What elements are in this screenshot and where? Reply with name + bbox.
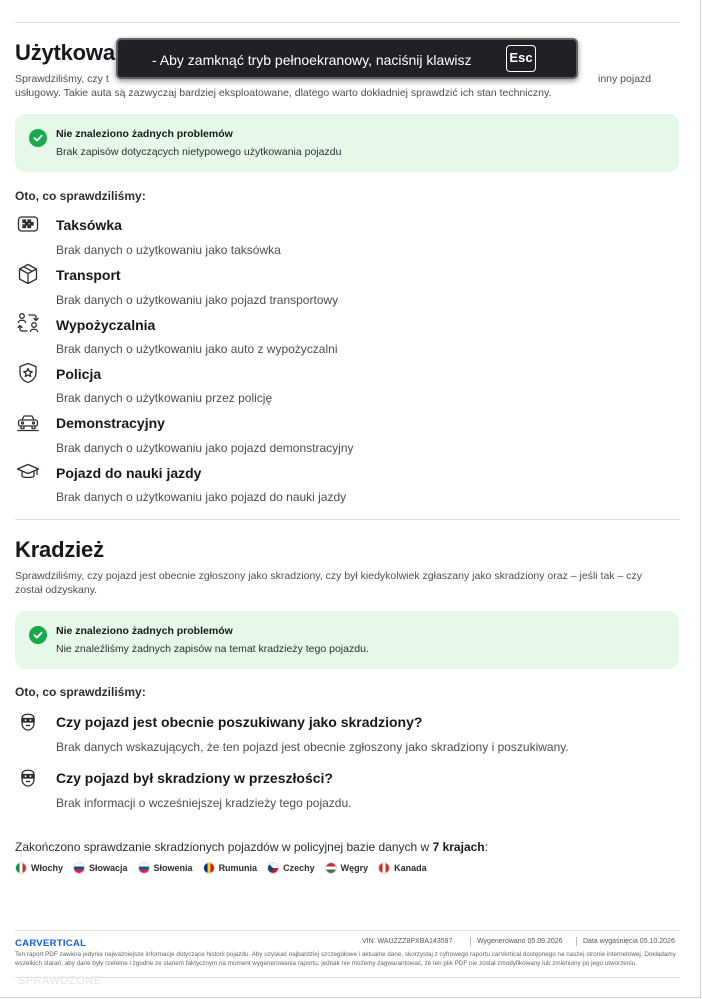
theft-section-description	[15, 569, 675, 597]
box-icon	[16, 262, 40, 286]
thief-icon	[16, 765, 40, 789]
country-flag-item	[203, 862, 258, 874]
theft-ok-title: Nie znaleziono żadnych problemów	[56, 625, 233, 637]
country-name: Słowacja	[89, 863, 128, 873]
usage-item-desc: Brak danych o użytkowaniu jako pojazd demonstracyjny	[56, 441, 354, 455]
country-flag-item	[73, 862, 128, 874]
usage-desc-left: Sprawdziliśmy, czy t	[15, 73, 109, 85]
fullscreen-exit-toast	[116, 38, 578, 79]
footer-separator	[576, 937, 577, 946]
usage-item-desc: Brak danych o użytkowaniu jako auto z wypożyczalni	[56, 342, 338, 356]
graduation-cap-icon	[16, 460, 40, 484]
country-name: Węgry	[340, 863, 369, 873]
theft-checked-label: Oto, co sprawdziliśmy:	[15, 685, 146, 699]
usage-ok-box	[15, 114, 679, 172]
fullscreen-toast-message: - Aby zamknąć tryb pełnoekranowy, naciśnij klawisz	[152, 52, 472, 68]
usage-item-desc: Brak danych o użytkowaniu jako taksówka	[56, 243, 281, 257]
theft-item-desc: Brak informacji o wcześniejszej kradzieży tego pojazdu.	[56, 796, 352, 810]
footer-vin: VIN: WAUZZZ8PXBA143597	[362, 938, 453, 945]
usage-item-title: Taksówka	[56, 217, 122, 233]
carvertical-logo: CARVERTICAL	[15, 938, 87, 949]
footer-divider	[15, 930, 679, 931]
country-flag-item	[138, 862, 193, 874]
footer-divider	[15, 977, 679, 978]
country-name: Włochy	[31, 863, 64, 873]
country-name: Czechy	[283, 863, 315, 873]
theft-item-title: Czy pojazd jest obecnie poszukiwany jako skradziony?	[56, 714, 423, 730]
flag-icon	[15, 862, 27, 874]
theft-desc-line1: Sprawdziliśmy, czy pojazd jest obecnie zgłoszony jako skradziony, czy był kiedykolwiek zgłaszany jako skradziony oraz – jeśli tak – czy	[15, 570, 642, 582]
usage-item-title: Pojazd do nauki jazdy	[56, 465, 202, 481]
section-divider	[15, 22, 680, 23]
flag-icon	[325, 862, 337, 874]
demo-car-icon	[16, 410, 40, 434]
theft-ok-text: Nie znaleźliśmy żadnych zapisów na temat kradzieży tego pojazdu.	[56, 643, 369, 655]
flag-icon	[138, 862, 150, 874]
esc-key-badge: Esc	[506, 45, 536, 72]
country-name: Słowenia	[153, 863, 193, 873]
usage-desc-line2: usługowy. Takie auta są zazwyczaj bardziej eksploatowane, dlatego warto dokładniej sprawdzić ich stan techniczny.	[15, 87, 552, 99]
flag-icon	[203, 862, 215, 874]
theft-ok-box	[15, 611, 679, 669]
usage-ok-title: Nie znaleziono żadnych problemów	[56, 128, 233, 140]
theft-section-title: Kradzież	[15, 537, 104, 562]
thief-icon	[16, 709, 40, 733]
usage-checked-label: Oto, co sprawdziliśmy:	[15, 189, 146, 203]
usage-item-title: Transport	[56, 267, 121, 283]
theft-desc-line2: został odzyskany.	[15, 584, 98, 596]
summary-prefix: Zakończono sprawdzanie skradzionych pojazdów w policyjnej bazie danych w	[15, 840, 430, 854]
usage-desc-right: inny pojazd	[598, 73, 652, 85]
country-flag-item	[267, 862, 315, 874]
country-flags-list	[15, 862, 427, 874]
flag-icon	[267, 862, 279, 874]
country-name: Kanada	[394, 863, 427, 873]
check-circle-icon	[29, 129, 47, 147]
rental-icon	[16, 311, 40, 335]
usage-item-title: Policja	[56, 366, 102, 382]
footer-expiry-date: Data wygaśnięcia 05.10.2026	[583, 938, 675, 945]
country-flag-item	[15, 862, 63, 874]
police-shield-icon	[16, 361, 40, 385]
check-circle-icon	[29, 626, 47, 644]
theft-item-title: Czy pojazd był skradziony w przeszłości?	[56, 770, 333, 786]
summary-count: 7 krajach	[432, 840, 485, 854]
footer-separator	[470, 937, 471, 946]
police-database-summary	[15, 840, 488, 854]
usage-section-title: Użytkowa	[15, 40, 115, 65]
usage-item-title: Demonstracyjny	[56, 415, 165, 431]
flag-icon	[378, 862, 390, 874]
country-flag-item	[378, 862, 427, 874]
country-name: Rumunia	[218, 863, 258, 873]
usage-item-desc: Brak danych o użytkowaniu jako pojazd transportowy	[56, 293, 339, 307]
theft-item-desc: Brak danych wskazujących, że ten pojazd jest obecnie zgłoszony jako skradziony i poszukiwany.	[56, 740, 569, 754]
flag-icon	[73, 862, 85, 874]
summary-suffix: :	[484, 840, 488, 854]
country-flag-item	[325, 862, 369, 874]
footer-generated-date: Wygenerowano 05.09.2026	[477, 938, 563, 945]
section-divider	[15, 519, 680, 520]
usage-item-desc: Brak danych o użytkowaniu przez policję	[56, 391, 273, 405]
footer-disclaimer: Ten raport PDF zawiera jedynie najważniejsze informacje dotyczące historii pojazdu. Aby uzyskać najbardziej szczegółowe i aktualne dane, skorzystaj z cyfrowego raportu carVertical dostępnego na naszej stronie internetowej. Dokładamy wszelkich starań, aby dane były rzetelne i zgodne ze stanem faktycznym na moment wygenerowania raportu, jednak nie możemy zagwarantować, że ten plik PDF nie został zmodyfikowany lub zmieniony po jego utworzeniu.	[15, 951, 676, 967]
taxi-icon	[16, 212, 40, 236]
watermark: SPRAWDZONE	[18, 975, 102, 987]
usage-item-desc: Brak danych o użytkowaniu jako pojazd do nauki jazdy	[56, 490, 347, 504]
usage-ok-text: Brak zapisów dotyczących nietypowego użytkowania pojazdu	[56, 146, 342, 158]
usage-item-title: Wypożyczalnia	[56, 317, 156, 333]
